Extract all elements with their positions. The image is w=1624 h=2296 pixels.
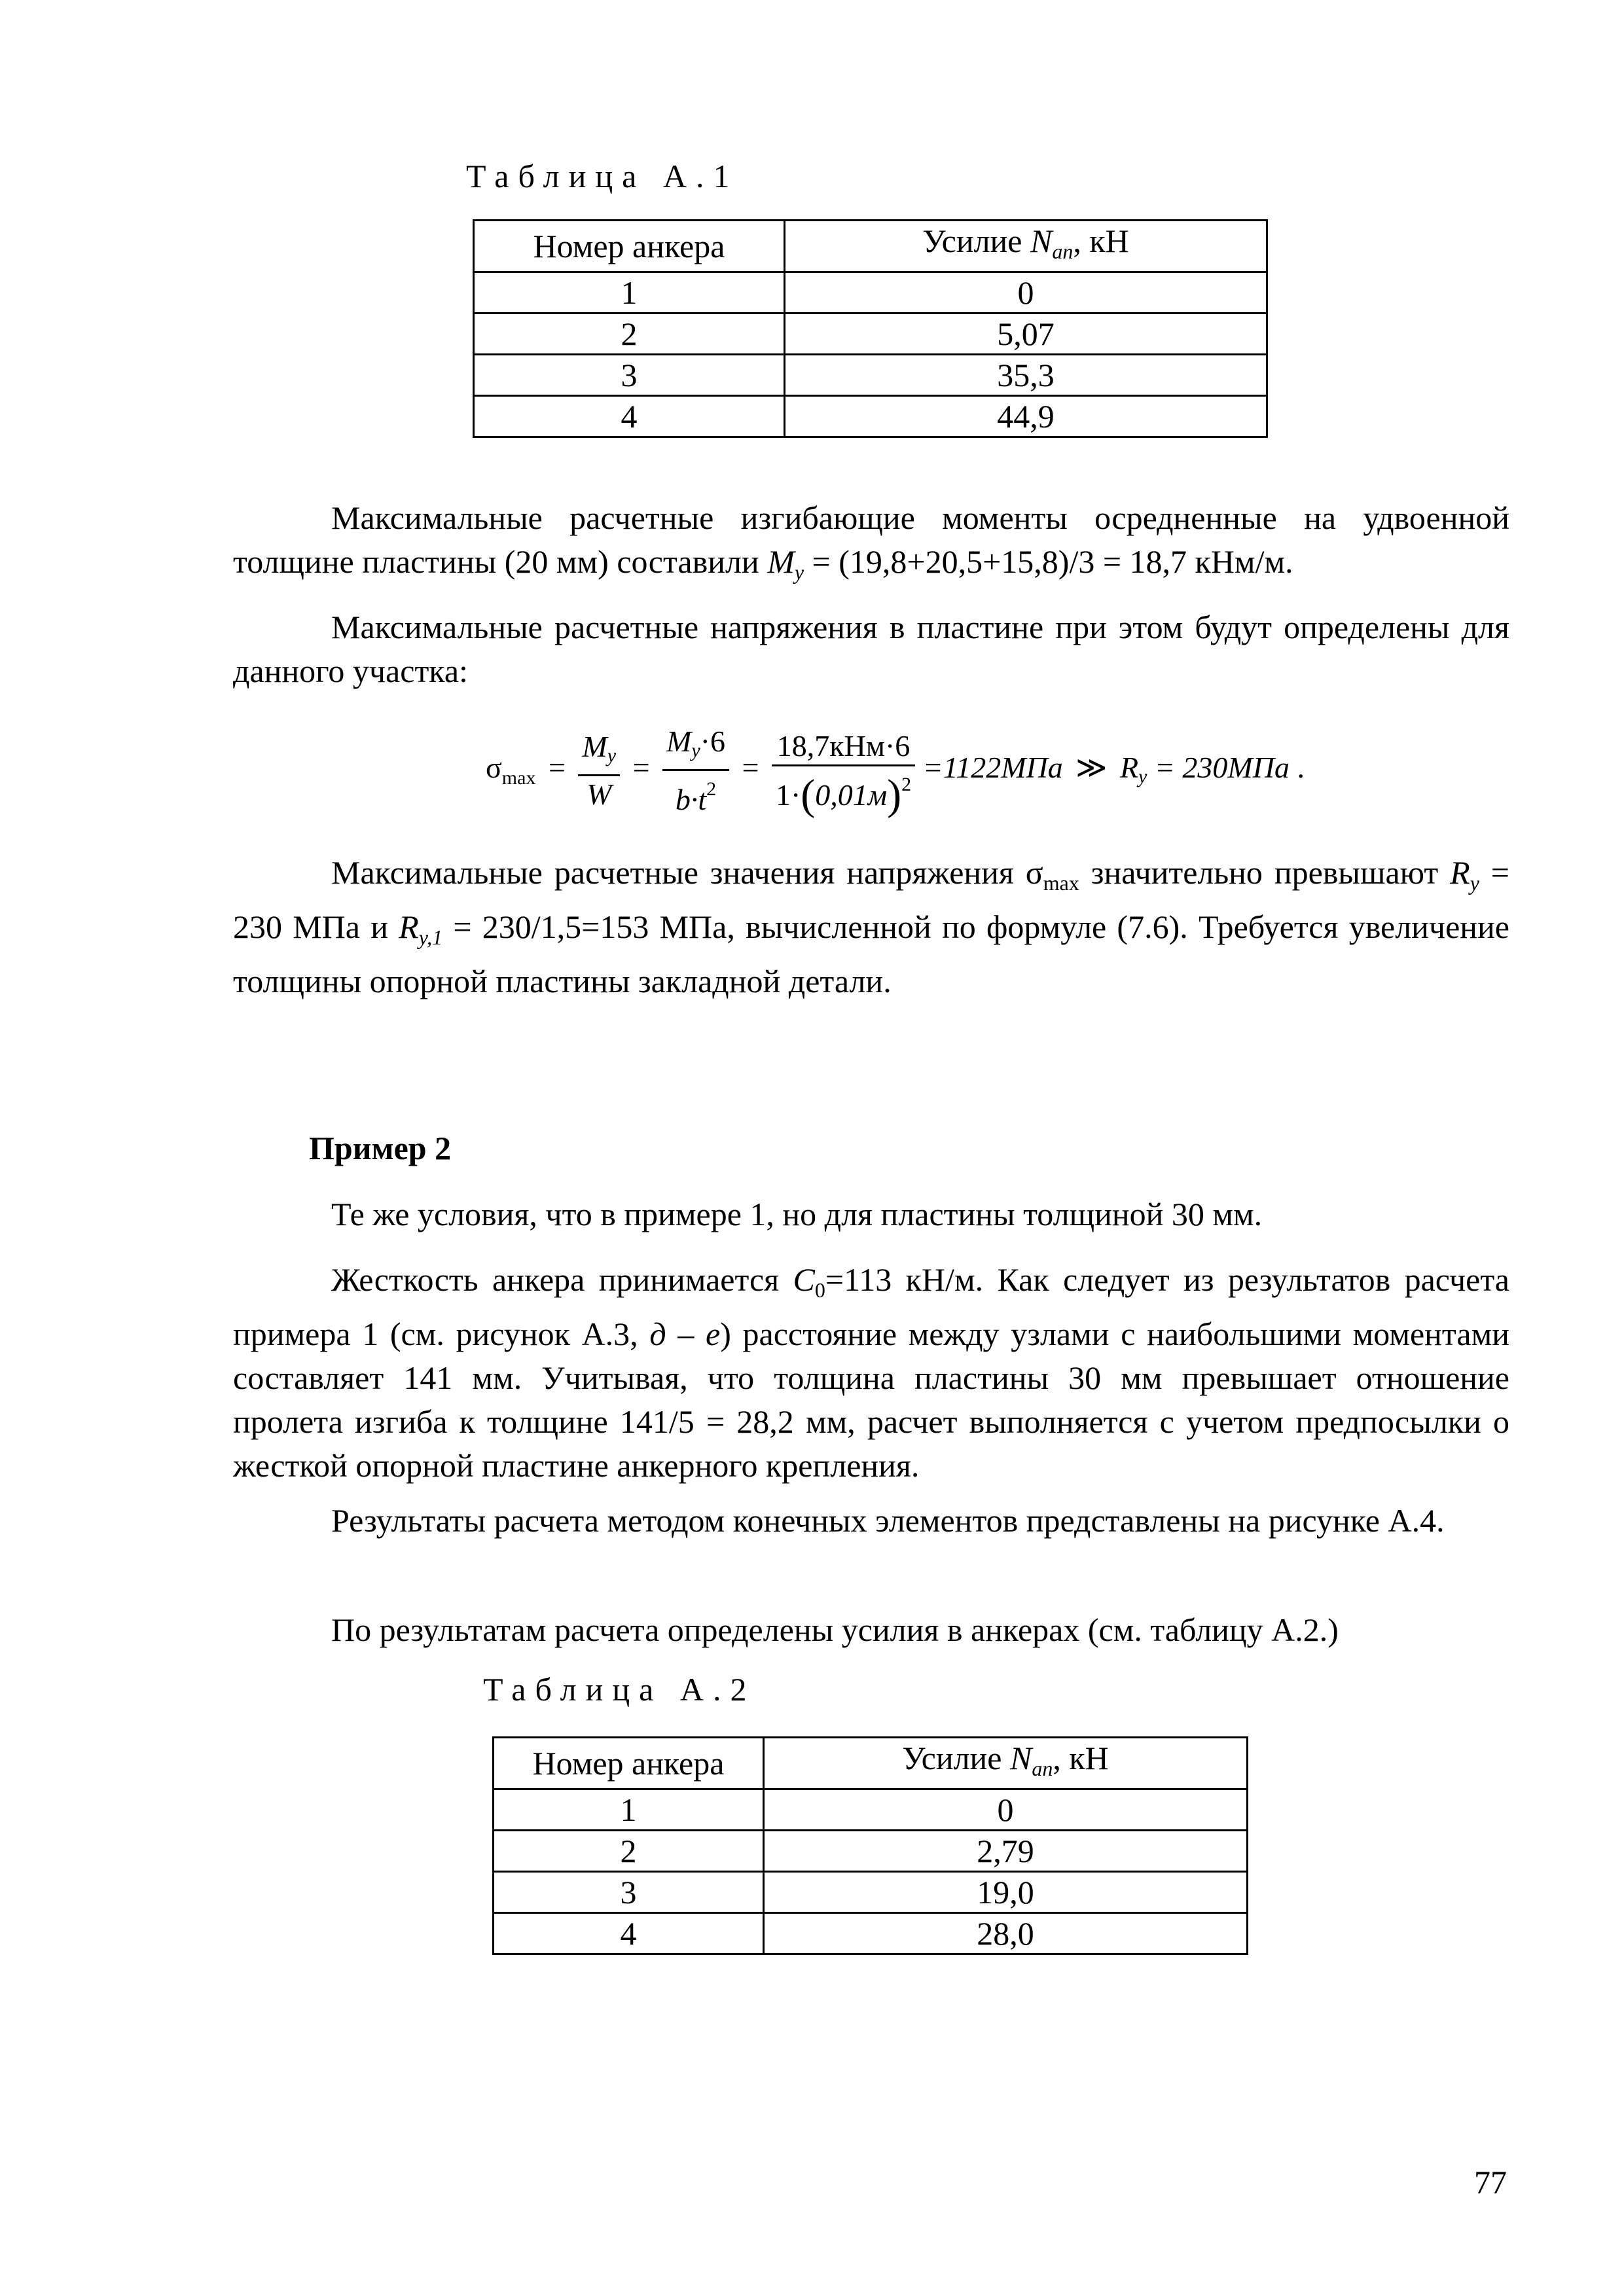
- table1-caption: Таблица А.1: [466, 158, 739, 194]
- paragraph-forces: По результатам расчета определены усилия в анкерах (см. таблицу А.2.): [331, 1611, 1339, 1648]
- paragraph-text: Жесткость анкера принимается: [331, 1261, 793, 1298]
- table-row: [474, 221, 1267, 272]
- paragraph-text: Максимальные расчетные изгибающие моменты осредненные на удвоенной толщине пластины (20 мм) составили: [233, 499, 1509, 580]
- table-cell: 44,9: [785, 396, 1267, 437]
- table-cell: 2: [474, 314, 785, 355]
- stress-formula: [486, 723, 1305, 818]
- fraction-denominator: [662, 771, 729, 818]
- sigma-subscript: max: [501, 767, 536, 789]
- ry-value: = 230МПа: [1154, 751, 1290, 785]
- paragraph-results: Результаты расчета методом конечных элементов представлены на рисунке А.4.: [331, 1502, 1445, 1539]
- equals-sign: =: [632, 751, 650, 785]
- fraction-denominator: [772, 766, 915, 819]
- denominator-text: 0,01м: [815, 778, 888, 812]
- fraction-my6-bt2: [662, 723, 729, 818]
- paragraph-text: = (19,8+20,5+15,8)/3 = 18,7 кНм/м.: [804, 543, 1293, 580]
- table-cell: 4: [494, 1913, 764, 1954]
- m-symbol: M: [582, 730, 607, 763]
- table-row: [494, 1872, 1248, 1913]
- formula-period: .: [1297, 751, 1305, 785]
- table-cell: 3: [494, 1872, 764, 1913]
- n-symbol: N: [1009, 1740, 1032, 1776]
- ry-symbol: R: [1119, 751, 1139, 785]
- paragraph-moments: [233, 496, 1509, 594]
- superscript: 2: [706, 778, 717, 800]
- header-unit: , кН: [1053, 1740, 1109, 1776]
- denominator-text: 1·: [775, 778, 801, 812]
- my-symbol: M: [767, 543, 795, 580]
- my-subscript: y: [794, 560, 804, 584]
- table-row: [494, 1913, 1248, 1954]
- table-cell: 19,0: [764, 1872, 1248, 1913]
- fraction-numerator: 18,7кНм·6: [772, 728, 915, 766]
- r1-subscript: y,1: [418, 925, 443, 949]
- fraction-numerator: [662, 723, 729, 771]
- table2-caption: Таблица А.2: [483, 1671, 756, 1708]
- figure-ref: д – е: [649, 1316, 721, 1352]
- table-row: [494, 1738, 1248, 1789]
- table-header-cell: Номер анкера: [494, 1738, 764, 1789]
- table-row: [474, 396, 1267, 437]
- close-paren: ): [887, 771, 902, 819]
- n-subscript: an: [1032, 1757, 1053, 1780]
- y-subscript: y: [691, 740, 700, 761]
- equals-sign: =: [742, 751, 759, 785]
- paragraph-conditions: Те же условия, что в примере 1, но для пластины толщиной 30 мм.: [331, 1196, 1263, 1232]
- paragraph-text: значительно превышают: [1079, 854, 1451, 891]
- table-row: [494, 1831, 1248, 1872]
- paragraph-text: =113 кН/м. Как следует из результатов расчета примера 1 (см. рисунок А.3,: [233, 1261, 1509, 1352]
- denominator-text: b·t: [675, 783, 707, 816]
- equals-sign: =: [548, 751, 566, 785]
- table-cell: 2: [494, 1831, 764, 1872]
- fraction-numeric: [772, 728, 915, 819]
- fraction-my-w: [578, 728, 620, 813]
- y-subscript: y: [607, 745, 617, 766]
- paragraph-stiffness: [233, 1258, 1509, 1488]
- table-cell: 3: [474, 355, 785, 396]
- table-cell: 1: [494, 1789, 764, 1831]
- max-subscript: max: [1043, 871, 1079, 895]
- fraction-denominator: W: [586, 778, 612, 811]
- c-symbol: C: [793, 1261, 815, 1298]
- ry-subscript: y: [1138, 766, 1147, 788]
- table-row: [474, 272, 1267, 314]
- paragraph-text: ) расстояние между узлами с наибольшими моментами составляет 141 мм. Учитывая, что толщина пластины 30 мм превышает отношение пролета изгиба к толщине 141/5 = 28,2 мм, расчет выполняется с учетом предпосылки о жесткой опорной пластине анкерного крепления.: [233, 1316, 1509, 1484]
- page-number: 77: [1474, 2164, 1507, 2200]
- header-text: Усилие: [922, 223, 1030, 259]
- table-cell: 5,07: [785, 314, 1267, 355]
- paragraph-text: = 230/1,5=153 МПа, вычисленной по формуле (7.6). Требуется увеличение толщины опорной пластины закладной детали.: [233, 908, 1509, 999]
- numerator-text: ·6: [700, 725, 725, 758]
- table-cell: 0: [764, 1789, 1248, 1831]
- n-symbol: N: [1030, 223, 1053, 259]
- table-header-cell: Номер анкера: [474, 221, 785, 272]
- table-cell: 28,0: [764, 1913, 1248, 1954]
- table-cell: 35,3: [785, 355, 1267, 396]
- paragraph-conclusion: [233, 851, 1509, 1003]
- table-row: [474, 314, 1267, 355]
- example-2-heading: Пример 2: [309, 1130, 452, 1166]
- formula-result: =1122МПа: [922, 751, 1063, 785]
- table-cell: 1: [474, 272, 785, 314]
- table2: [492, 1736, 1248, 1955]
- table-header-cell: [785, 221, 1267, 272]
- fraction-numerator: [578, 728, 620, 776]
- header-text: Усилие: [902, 1740, 1010, 1776]
- r-symbol: R: [1450, 854, 1470, 891]
- table-header-cell: [764, 1738, 1248, 1789]
- table-row: [474, 355, 1267, 396]
- r-subscript: y: [1470, 871, 1479, 895]
- much-greater-sign: ≫: [1075, 751, 1108, 785]
- paragraph-stresses: Максимальные расчетные напряжения в пластине при этом будут определены для данного участка:: [233, 609, 1509, 689]
- table-cell: 2,79: [764, 1831, 1248, 1872]
- c-subscript: 0: [814, 1278, 825, 1302]
- r1-symbol: R: [399, 908, 419, 945]
- table-cell: 4: [474, 396, 785, 437]
- sigma-symbol: σ: [486, 751, 502, 785]
- table-row: [494, 1789, 1248, 1831]
- n-subscript: an: [1052, 240, 1074, 263]
- table-cell: 0: [785, 272, 1267, 314]
- table1: [473, 219, 1268, 438]
- m-symbol: M: [666, 725, 692, 758]
- header-unit: , кН: [1073, 223, 1129, 259]
- paragraph-text: = 230 МПа и: [233, 854, 1509, 945]
- paragraph-text: Максимальные расчетные значения напряжения σ: [331, 854, 1043, 891]
- open-paren: (: [801, 771, 816, 819]
- superscript: 2: [901, 774, 912, 795]
